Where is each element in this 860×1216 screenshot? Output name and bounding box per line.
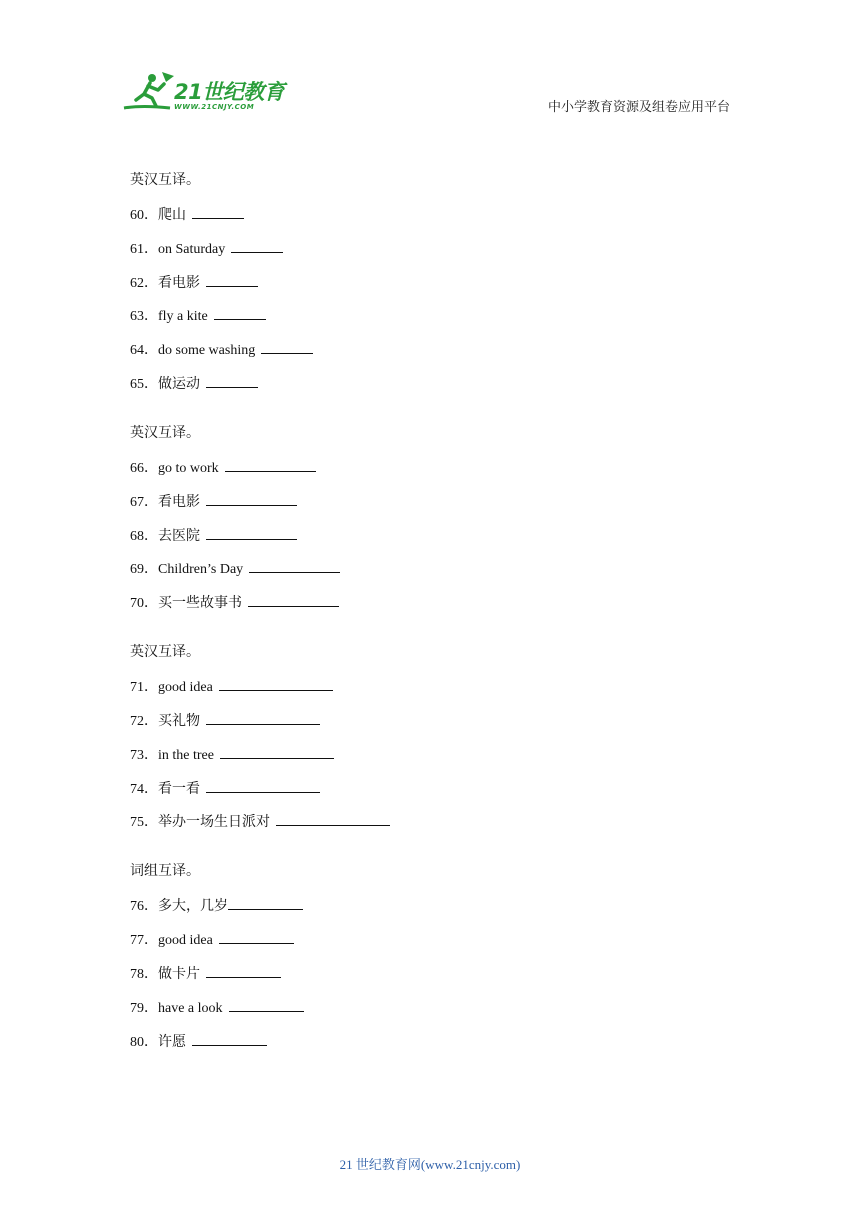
answer-blank[interactable] <box>228 895 303 910</box>
question-66 <box>130 457 730 479</box>
section-3 <box>130 642 730 833</box>
question-text: 看电影 <box>158 494 200 510</box>
question-75 <box>130 811 730 833</box>
question-text: Children’s Day <box>158 562 244 578</box>
question-74 <box>130 778 730 800</box>
page-header <box>0 0 860 130</box>
answer-blank[interactable] <box>214 305 266 320</box>
question-text: in the tree <box>158 747 214 763</box>
question-68 <box>130 525 730 547</box>
answer-blank[interactable] <box>206 272 258 287</box>
question-number: 61． <box>130 241 158 257</box>
logo-url: WWW.21CNJY.COM <box>174 103 255 111</box>
question-62 <box>130 272 730 294</box>
question-number: 79． <box>130 1000 158 1016</box>
answer-blank[interactable] <box>249 558 340 573</box>
section-1 <box>130 170 730 395</box>
question-text: 举办一场生日派对 <box>158 815 270 831</box>
footer-link[interactable]: 21 世纪教育网(www.21cnjy.com) <box>339 1157 521 1172</box>
question-number: 71． <box>130 680 158 696</box>
question-text: good idea <box>158 680 213 696</box>
question-text: have a look <box>158 1000 223 1016</box>
question-text: do some washing <box>158 343 256 359</box>
section-title: 英汉互译。 <box>130 425 200 441</box>
question-69 <box>130 558 730 580</box>
question-text: 许愿 <box>158 1034 186 1050</box>
question-79 <box>130 997 730 1019</box>
question-number: 74． <box>130 781 158 797</box>
question-78 <box>130 963 730 985</box>
question-number: 66． <box>130 460 158 476</box>
question-number: 80． <box>130 1034 158 1050</box>
section-title: 词组互译。 <box>130 864 200 880</box>
logo-text: 21世纪教育 <box>174 80 285 104</box>
question-text: on Saturday <box>158 241 226 257</box>
site-logo[interactable] <box>122 70 292 116</box>
question-number: 78． <box>130 966 158 982</box>
answer-blank[interactable] <box>192 1031 267 1046</box>
question-60 <box>130 204 730 226</box>
question-76 <box>130 895 730 917</box>
section-title: 英汉互译。 <box>130 173 200 188</box>
question-text: good idea <box>158 933 213 949</box>
question-number: 69． <box>130 562 158 578</box>
question-number: 68． <box>130 528 158 544</box>
answer-blank[interactable] <box>219 929 294 944</box>
question-72 <box>130 710 730 732</box>
question-text: fly a kite <box>158 309 208 325</box>
question-number: 67． <box>130 494 158 510</box>
question-number: 64． <box>130 343 158 359</box>
section-4 <box>130 861 730 1052</box>
answer-blank[interactable] <box>206 491 297 506</box>
question-number: 65． <box>130 376 158 392</box>
question-number: 62． <box>130 275 158 291</box>
question-80 <box>130 1031 730 1053</box>
question-65 <box>130 373 730 395</box>
answer-blank[interactable] <box>206 778 320 793</box>
question-73 <box>130 744 730 766</box>
answer-blank[interactable] <box>206 373 258 388</box>
question-number: 73． <box>130 747 158 763</box>
question-text: 爬山 <box>158 208 186 223</box>
question-text: 做卡片 <box>158 966 200 982</box>
question-number: 77． <box>130 933 158 949</box>
question-63 <box>130 305 730 327</box>
answer-blank[interactable] <box>248 592 339 607</box>
question-text: 看一看 <box>158 781 200 797</box>
question-text: 去医院 <box>158 528 200 544</box>
exercise-content <box>130 170 730 1081</box>
question-text: 看电影 <box>158 275 200 291</box>
answer-blank[interactable] <box>261 339 313 354</box>
answer-blank[interactable] <box>229 997 304 1012</box>
answer-blank[interactable] <box>206 710 320 725</box>
platform-label: 中小学教育资源及组卷应用平台 <box>547 99 730 114</box>
question-text: 做运动 <box>158 376 200 392</box>
question-number: 75． <box>130 815 158 831</box>
question-61 <box>130 238 730 260</box>
answer-blank[interactable] <box>206 525 297 540</box>
answer-blank[interactable] <box>220 744 334 759</box>
answer-blank[interactable] <box>276 811 390 826</box>
question-text: go to work <box>158 460 219 476</box>
question-number: 63． <box>130 309 158 325</box>
question-number: 60． <box>130 208 158 223</box>
question-text: 多大，几岁 <box>158 899 228 915</box>
question-71 <box>130 676 730 698</box>
question-67 <box>130 491 730 513</box>
question-77 <box>130 929 730 951</box>
question-70 <box>130 592 730 614</box>
question-64 <box>130 339 730 361</box>
runner-logo-icon <box>122 70 182 116</box>
question-text: 买礼物 <box>158 713 200 729</box>
question-number: 72． <box>130 713 158 729</box>
question-text: 买一些故事书 <box>158 596 242 612</box>
question-number: 76． <box>130 899 158 915</box>
answer-blank[interactable] <box>231 238 283 253</box>
section-title: 英汉互译。 <box>130 645 200 661</box>
answer-blank[interactable] <box>192 204 244 219</box>
answer-blank[interactable] <box>225 457 316 472</box>
question-number: 70． <box>130 596 158 612</box>
answer-blank[interactable] <box>219 676 333 691</box>
section-2 <box>130 423 730 614</box>
answer-blank[interactable] <box>206 963 281 978</box>
